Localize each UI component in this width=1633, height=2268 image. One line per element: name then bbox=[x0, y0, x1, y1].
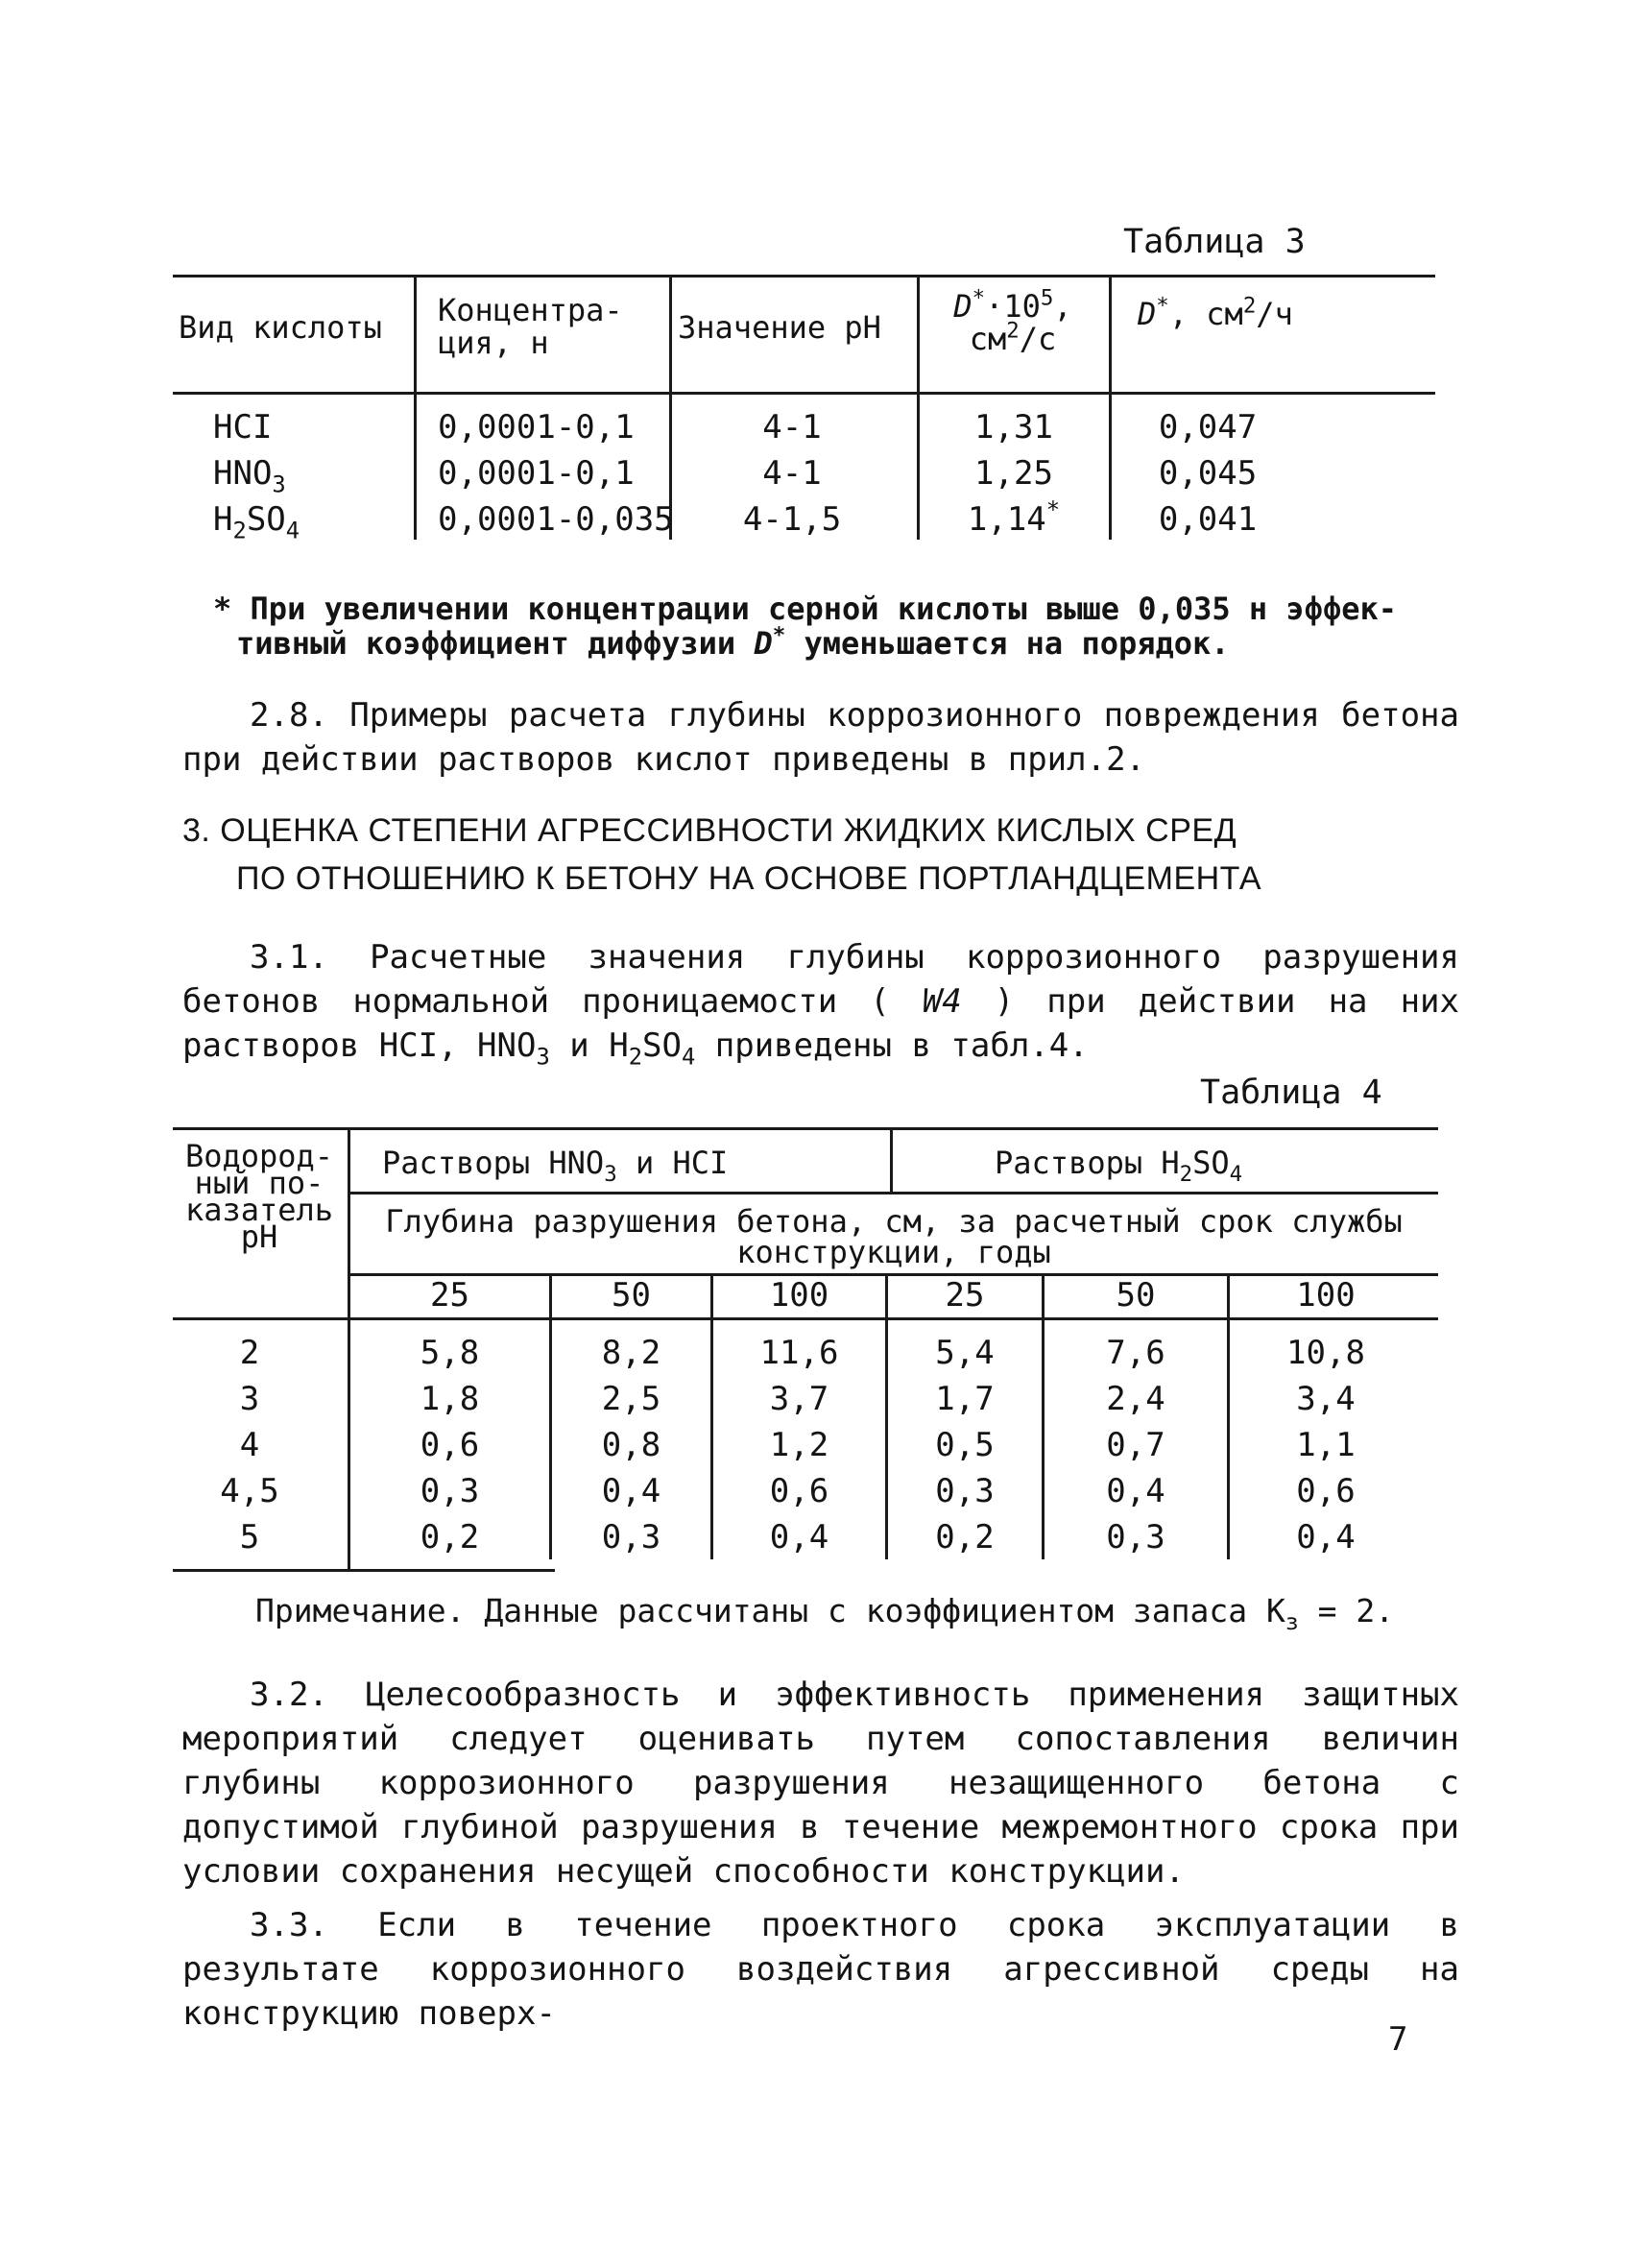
paragraph-text: 3.2. Целесообразность и эффективность применения защитных мероприятий следует оценивать путем сопоставления величин глубины коррозионного разрушения незащищенного бетона с допустимой глубиной разрушения в течение межремонтного срока при условии сохранения несущей способности конструкции. bbox=[182, 1676, 1459, 1891]
table3-col-divider bbox=[1109, 275, 1112, 540]
table4-value: 1,8 bbox=[420, 1380, 480, 1418]
acid-sub: 2 bbox=[232, 517, 247, 544]
table4-value: 3,7 bbox=[769, 1380, 829, 1418]
table4-group2-header bbox=[995, 1145, 1243, 1187]
table4-year-header: 100 bbox=[1296, 1276, 1356, 1315]
subheader-line: Глубина разрушения бетона, см, за расчетный срок службы bbox=[385, 1203, 1403, 1240]
table4-value: 1,1 bbox=[1296, 1426, 1356, 1464]
table3-d2: 0,045 bbox=[1158, 454, 1258, 493]
d2-unit: , см bbox=[1168, 296, 1243, 332]
table4-subheader-rule bbox=[349, 1273, 1438, 1276]
header-line: pH bbox=[240, 1218, 278, 1255]
table4-value: 2,4 bbox=[1106, 1380, 1165, 1418]
table4-header-ph bbox=[173, 1138, 346, 1255]
table4-year-header: 25 bbox=[430, 1276, 469, 1315]
text: приведены в табл.4. bbox=[695, 1026, 1089, 1065]
table3-d2: 0,041 bbox=[1158, 500, 1258, 539]
table3-concentration: 0,0001-0,035 bbox=[438, 500, 674, 539]
table4-col-divider bbox=[890, 1127, 893, 1193]
note-text: Примечание. Данные рассчитаны с коэффициентом запаса К bbox=[255, 1592, 1285, 1629]
section-3-heading-line1: 3. ОЦЕНКА СТЕПЕНИ АГРЕССИВНОСТИ ЖИДКИХ КИСЛЫХ СРЕД bbox=[182, 812, 1237, 849]
footnote-mark: * bbox=[1045, 495, 1061, 523]
sub: 3 bbox=[604, 1161, 617, 1187]
table4-value: 3,4 bbox=[1296, 1380, 1356, 1418]
note-text: = 2. bbox=[1298, 1592, 1395, 1629]
table4-value: 0,7 bbox=[1106, 1426, 1165, 1464]
text: и H bbox=[549, 1026, 629, 1065]
table3-d2: 0,047 bbox=[1158, 408, 1258, 446]
table4-value: 0,4 bbox=[1106, 1472, 1165, 1510]
paragraph-2-8 bbox=[182, 693, 1459, 782]
table4-ph: 3 bbox=[239, 1380, 260, 1418]
header-line: ный по- bbox=[194, 1165, 324, 1201]
table4-subheader bbox=[351, 1203, 1436, 1270]
footnote-line: При увеличении концентрации серной кислоты выше 0,035 н эффек- bbox=[250, 591, 1397, 627]
acid-main: H bbox=[213, 500, 233, 539]
table4-value: 0,6 bbox=[1296, 1472, 1356, 1510]
paragraph-3-2 bbox=[182, 1673, 1459, 1894]
table3-ph: 4-1 bbox=[762, 408, 822, 446]
header-line: Концентра- bbox=[438, 292, 623, 328]
acid-main: HNO bbox=[213, 454, 273, 493]
note-sub: з bbox=[1285, 1610, 1299, 1636]
table3-acid bbox=[213, 454, 286, 498]
table3-d1 bbox=[920, 495, 1108, 539]
table4-value: 0,3 bbox=[935, 1472, 995, 1510]
table4-value: 0,8 bbox=[601, 1426, 661, 1464]
table3-col-divider bbox=[917, 275, 920, 540]
table3-acid bbox=[213, 500, 300, 544]
table3-header-concentration bbox=[438, 294, 623, 359]
table4-value: 2,5 bbox=[601, 1380, 661, 1418]
table3-col-divider bbox=[414, 275, 417, 540]
d-symbol: D bbox=[953, 288, 973, 325]
table4-value: 0,3 bbox=[1106, 1518, 1165, 1556]
d1-unit: см bbox=[969, 321, 1007, 357]
table3-header-acid: Вид кислоты bbox=[179, 309, 382, 346]
table4-group-rule bbox=[349, 1192, 1438, 1194]
table4-value: 5,8 bbox=[420, 1334, 480, 1372]
table3-header-rule bbox=[173, 392, 1435, 395]
table4-value: 8,2 bbox=[601, 1334, 661, 1372]
table4-caption: Таблица 4 bbox=[1200, 1074, 1382, 1112]
table3-header-d1 bbox=[922, 285, 1104, 357]
sub: 2 bbox=[628, 1043, 643, 1071]
table3-d1: 1,25 bbox=[974, 454, 1053, 493]
table3-header-d2 bbox=[1138, 293, 1293, 332]
table4-value: 0,4 bbox=[769, 1518, 829, 1556]
paragraph-text: 2.8. Примеры расчета глубины коррозионного повреждения бетона при действии растворов кислот приведены в прил.2. bbox=[182, 696, 1459, 779]
table3-acid bbox=[213, 409, 272, 446]
sub: 2 bbox=[1179, 1161, 1193, 1187]
header-line: казатель bbox=[184, 1192, 334, 1228]
table3-ph: 4-1 bbox=[762, 454, 822, 493]
table4-value: 0,3 bbox=[420, 1472, 480, 1510]
table4-header-rule bbox=[173, 1317, 1438, 1320]
acid-sub: 3 bbox=[272, 470, 286, 498]
text: SO bbox=[642, 1026, 682, 1065]
sub: 4 bbox=[1229, 1161, 1243, 1187]
table4-value: 0,6 bbox=[420, 1426, 480, 1464]
footnote-line: тивный коэффициент диффузии bbox=[236, 625, 755, 662]
table4-value: 0,6 bbox=[769, 1472, 829, 1510]
table4-value: 0,4 bbox=[601, 1472, 661, 1510]
text: 3.1. Расчетные значения глубины коррозионного разрушения бетонов нормальной проницаемости ( bbox=[182, 938, 1459, 1021]
paragraph-3-3 bbox=[182, 1903, 1459, 2036]
section-3-heading-line2: ПО ОТНОШЕНИЮ К БЕТОНУ НА ОСНОВЕ ПОРТЛАНДЦЕМЕНТА bbox=[236, 860, 1262, 897]
table4-value: 7,6 bbox=[1106, 1334, 1165, 1372]
acid-main: HCI bbox=[213, 408, 273, 446]
table4-top-rule bbox=[173, 1127, 1438, 1130]
acid-sub: 4 bbox=[285, 517, 300, 544]
d1-main: ·10 bbox=[985, 288, 1041, 325]
subheader-line: конструкции, годы bbox=[736, 1234, 1051, 1270]
d1-unit-exp: 2 bbox=[1006, 318, 1020, 344]
footnote-mark: * bbox=[213, 591, 232, 627]
table3-footnote bbox=[213, 591, 1397, 661]
table4-value: 5,4 bbox=[935, 1334, 995, 1372]
table4-ph: 4,5 bbox=[220, 1472, 279, 1510]
table4-value: 0,2 bbox=[935, 1518, 995, 1556]
header-line: ция, н bbox=[438, 325, 549, 361]
table4-year-header: 50 bbox=[612, 1276, 651, 1315]
table4-value: 0,3 bbox=[601, 1518, 661, 1556]
table4-value: 1,7 bbox=[935, 1380, 995, 1418]
text: Растворы H bbox=[995, 1145, 1180, 1181]
table3-concentration: 0,0001-0,1 bbox=[438, 408, 635, 446]
sub: 4 bbox=[681, 1043, 696, 1071]
table4-value: 1,2 bbox=[769, 1426, 829, 1464]
d1-value: 1,14 bbox=[967, 500, 1046, 539]
table4-value: 0,5 bbox=[935, 1426, 995, 1464]
text: ) при действии на них растворов HCI, HNO bbox=[182, 982, 1459, 1065]
d2-unit-tail: /ч bbox=[1256, 296, 1293, 332]
paragraph-3-1 bbox=[182, 935, 1459, 1071]
header-line: Водород- bbox=[184, 1138, 334, 1174]
table3-top-rule bbox=[173, 275, 1435, 277]
d1-exp: 5 bbox=[1040, 285, 1054, 311]
d-symbol: D bbox=[754, 625, 773, 662]
table4-year-header: 25 bbox=[945, 1276, 985, 1315]
d1-unit-tail: /с bbox=[1019, 321, 1057, 357]
table4-year-header: 50 bbox=[1116, 1276, 1156, 1315]
d-symbol: D bbox=[1138, 296, 1157, 332]
star: * bbox=[772, 622, 786, 648]
table4-value: 0,4 bbox=[1296, 1518, 1356, 1556]
table3-d1: 1,31 bbox=[974, 408, 1053, 446]
star: * bbox=[1156, 293, 1169, 319]
table3-header-ph: Значение pH bbox=[678, 309, 881, 346]
sub: 3 bbox=[536, 1043, 550, 1071]
paragraph-text bbox=[182, 935, 1459, 1071]
star: * bbox=[972, 285, 986, 311]
page-number: 7 bbox=[1388, 2020, 1408, 2059]
table4-value: 11,6 bbox=[759, 1334, 839, 1372]
d2-unit-exp: 2 bbox=[1242, 293, 1257, 319]
table4-bottom-rule bbox=[173, 1569, 555, 1572]
w4-label: W4 bbox=[922, 982, 962, 1021]
text: и HCI bbox=[616, 1145, 729, 1181]
table4-year-header: 100 bbox=[769, 1276, 829, 1315]
table3-concentration: 0,0001-0,1 bbox=[438, 454, 635, 493]
text: Растворы HNO bbox=[382, 1145, 605, 1181]
paragraph-text: 3.3. Если в течение проектного срока эксплуатации в результате коррозионного воздействия агрессивной среды на конструкцию поверх- bbox=[182, 1906, 1459, 2033]
table4-ph: 4 bbox=[239, 1426, 260, 1464]
table4-ph: 2 bbox=[239, 1334, 260, 1372]
table4-value: 0,2 bbox=[420, 1518, 480, 1556]
table4-note bbox=[255, 1592, 1395, 1636]
footnote-line: уменьшается на порядок. bbox=[785, 625, 1230, 662]
table4-value: 10,8 bbox=[1286, 1334, 1365, 1372]
table4-group1-header bbox=[382, 1145, 729, 1187]
acid-tail: SO bbox=[246, 500, 286, 539]
text: SO bbox=[1192, 1145, 1230, 1181]
table4-ph: 5 bbox=[239, 1518, 260, 1556]
table3-caption: Таблица 3 bbox=[1123, 223, 1306, 261]
table3-ph: 4-1,5 bbox=[742, 500, 842, 539]
d1-comma: , bbox=[1053, 288, 1072, 325]
